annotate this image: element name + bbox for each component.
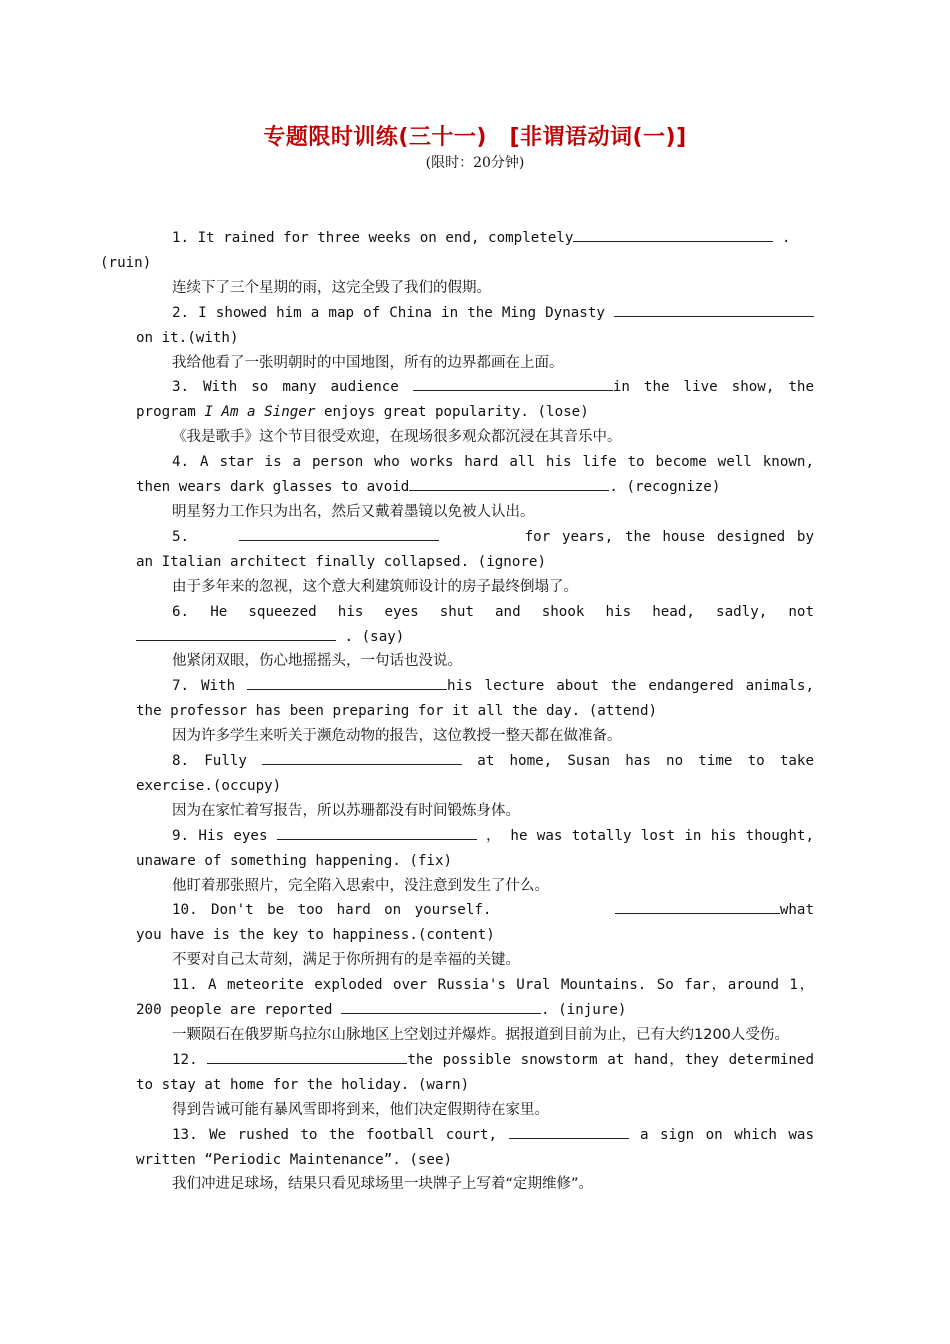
question-4-translation: 明星努力工作只为出名，然后又戴着墨镜以免被人认出。	[172, 503, 535, 520]
question-4: 4. A star is a person who works hard all his life to become well known, then wears dark glasses to avoid . (recognize)	[136, 454, 814, 496]
question-11: 11. A meteorite exploded over Russia's Ural Mountains. So far，around 1，200 people are reported . (injure)	[136, 977, 814, 1019]
question-3-translation: 《我是歌手》这个节目很受欢迎，在现场很多观众都沉浸在其音乐中。	[172, 429, 622, 446]
question-6-translation: 他紧闭双眼，伤心地摇摇头，一句话也没说。	[172, 653, 462, 670]
question-7: 7. With his lecture about the endangered animals, the professor has been preparing for it all the day. (attend)	[136, 674, 814, 724]
worksheet-title: 专题限时训练(三十一) [非谓语动词(一)]	[263, 125, 687, 150]
answer-blank[interactable]	[262, 750, 462, 765]
answer-blank[interactable]	[239, 526, 439, 541]
answer-blank[interactable]	[413, 376, 613, 391]
answer-blank[interactable]	[136, 626, 336, 641]
answer-blank[interactable]	[247, 675, 447, 690]
answer-blank[interactable]	[277, 825, 477, 840]
question-9: 9. His eyes ， he was totally lost in his thought, unaware of something happening. (fix)	[136, 824, 814, 874]
question-11-translation: 一颗陨石在俄罗斯乌拉尔山脉地区上空划过并爆炸。据报道到目前为止，已有大约1200人受伤。	[172, 1027, 789, 1043]
question-3: 3. With so many audience in the live show, the program I Am a Singer enjoys great popularity. (lose)	[136, 375, 814, 425]
question-7-translation: 因为许多学生来听关于濒危动物的报告，这位教授一整天都在做准备。	[172, 728, 622, 745]
answer-blank[interactable]	[509, 1124, 629, 1139]
question-5-translation: 由于多年来的忽视，这个意大利建筑师设计的房子最终倒塌了。	[172, 578, 578, 595]
question-12: 12. the possible snowstorm at hand，they determined to stay at home for the holiday. (warn)	[136, 1048, 814, 1098]
question-12-translation: 得到告诫可能有暴风雪即将到来，他们决定假期待在家里。	[172, 1101, 549, 1118]
question-2-translation: 我给他看了一张明朝时的中国地图，所有的边界都画在上面。	[172, 354, 564, 371]
answer-blank[interactable]	[207, 1049, 407, 1064]
question-10: 10. Don't be too hard on yourself. what you have is the key to happiness.(content)	[136, 898, 814, 948]
question-2: 2. I showed him a map of China in the Ming Dynasty on it.(with)	[136, 301, 814, 351]
answer-blank[interactable]	[341, 999, 541, 1014]
question-5: 5. for years, the house designed by an Italian architect finally collapsed. (ignore)	[136, 525, 814, 575]
question-1-translation: 连续下了三个星期的雨，这完全毁了我们的假期。	[172, 279, 491, 296]
question-8-translation: 因为在家忙着写报告，所以苏珊都没有时间锻炼身体。	[172, 802, 520, 819]
question-13: 13. We rushed to the football court, a sign on which was written “Periodic Maintenance”. (see)	[136, 1123, 814, 1173]
answer-blank[interactable]	[614, 302, 814, 317]
question-1: 1. It rained for three weeks on end, completely . (ruin)	[136, 226, 814, 276]
answer-blank[interactable]	[615, 899, 780, 914]
question-list	[100, 226, 815, 1197]
question-13-translation: 我们冲进足球场，结果只看见球场里一块牌子上写着“定期维修”。	[172, 1176, 594, 1193]
question-9-translation: 他盯着那张照片，完全陷入思索中，没注意到发生了什么。	[172, 877, 549, 894]
question-10-translation: 不要对自己太苛刻，满足于你所拥有的是幸福的关键。	[172, 952, 520, 969]
answer-blank[interactable]	[573, 227, 773, 242]
answer-blank[interactable]	[409, 476, 609, 491]
question-6: 6. He squeezed his eyes shut and shook his head, sadly, not . (say)	[136, 600, 814, 650]
time-limit: (限时：20分钟)	[425, 155, 525, 171]
question-8: 8. Fully at home, Susan has no time to take exercise.(occupy)	[136, 749, 814, 799]
